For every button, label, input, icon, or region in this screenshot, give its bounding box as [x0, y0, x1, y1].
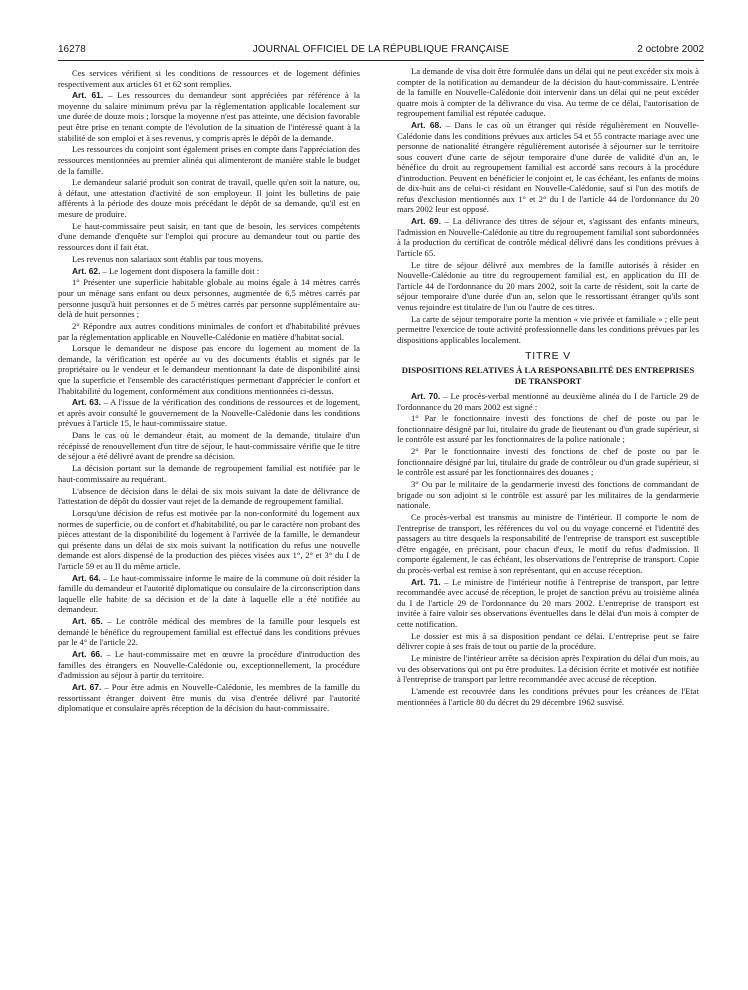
paragraph-text: – La délivrance des titres de séjour et, s'agissant des enfants mineurs, l'admission en Nouvelle-Calédonie au titre du regroupement familial sont subordonnées à la production du certificat de contrôle médical délivré dans les conditions prévues à l'article 65.	[397, 216, 700, 258]
article-paragraph	[58, 649, 360, 681]
article-paragraph	[397, 120, 699, 215]
paragraph	[397, 686, 699, 707]
paragraph	[58, 254, 360, 265]
paragraph	[397, 413, 699, 445]
paragraph	[58, 486, 360, 507]
article-label: Art. 62.	[72, 265, 101, 276]
paragraph	[58, 463, 360, 484]
paragraph	[397, 512, 699, 575]
article-paragraph	[58, 90, 360, 143]
right-column	[397, 66, 699, 708]
article-paragraph	[58, 266, 360, 277]
article-paragraph	[397, 577, 699, 630]
paragraph-text: Le dossier est mis à sa disposition pendant ce délai. L'entreprise peut se faire délivrer copie à ses frais de tout ou partie de la procédure.	[397, 630, 699, 652]
right-column-top	[397, 66, 699, 345]
page-number: 16278	[58, 44, 86, 55]
dispositions-heading: DISPOSITIONS RELATIVES À LA RESPONSABILITÉ DES ENTREPRISES DE TRANSPORT	[401, 364, 695, 386]
article-label: Art. 67.	[72, 681, 102, 692]
paragraph	[58, 430, 360, 462]
article-label: Art. 64.	[72, 572, 101, 583]
paragraph-text: Le haut-commissaire peut saisir, en tant que de besoin, les services compétents d'une demande d'enquête sur l'emploi qui procure au demandeur tout ou partie des ressources dont il fait état.	[58, 220, 360, 252]
paragraph	[397, 66, 699, 119]
paragraph-text: La demande de visa doit être formulée dans un délai qui ne peut excéder six mois à compter de la notification au demandeur de la décision du haut-commissaire. L'entrée de la famille en Nouvelle-Calédonie doit intervenir dans un délai qui ne peut excéder quatre mois à compter de la délivrance du visa. Au terme de ce délai, l'autorisation de regroupement familial est réputée caduque.	[397, 66, 699, 119]
article-paragraph	[58, 397, 360, 429]
article-label: Art. 71.	[411, 576, 441, 587]
paragraph-text: L'absence de décision dans le délai de six mois suivant la date de délivrance de l'attestation de dépôt du dossier vaut rejet de la demande de regroupement familial.	[58, 485, 360, 507]
paragraph-text: L'amende est recouvrée dans les conditions prévues pour les créances de l'Etat mentionnées à l'article 80 du décret du 29 décembre 1962 susvisé.	[397, 686, 699, 707]
article-paragraph	[58, 573, 360, 615]
paragraph-text: 2° Par le fonctionnaire investi des fonctions de chef de poste ou par le fonctionnaire désigné par lui, titulaire du grade de contrôleur ou d'un grade supérieur, si le contrôle est assuré par les fonctionnaires des douanes ;	[397, 446, 699, 478]
paragraph-text: 2° Répondre aux autres conditions minimales de confort et d'habitabilité prévues par la réglementation applicable en Nouvelle-Calédonie en matière d'habitat social.	[58, 320, 360, 342]
journal-title: JOURNAL OFFICIEL DE LA RÉPUBLIQUE FRANÇAISE	[252, 44, 510, 55]
paragraph-text: Ce procès-verbal est transmis au ministre de l'intérieur. Il comporte le nom de l'entreprise de transport, les références du vol ou du voyage concerné et l'identité des passagers au titre desquels la responsabilité de l'entreprise de transport est susceptible d'être engagée, en précisant, pour chacun d'eux, le motif du refus d'admission. Il comporte également, le cas échéant, les observations de l'entreprise de transport. Copie du procès-verbal est remise à son représentant, qui en accuse réception.	[397, 512, 699, 575]
paragraph	[58, 177, 360, 219]
article-label: Art. 63.	[72, 397, 101, 408]
paragraph	[397, 653, 699, 685]
article-label: Art. 69.	[411, 216, 441, 227]
paragraph-text: 1° Présenter une superficie habitable globale au moins égale à 14 mètres carrés pour un ménage sans enfant ou deux personnes, augmentée de 6,5 mètres carrés par personne jusqu'à huit personnes et de 5 mètres carrés par personne supplémentaire au-delà de huit personnes ;	[58, 277, 360, 320]
article-label: Art. 70.	[411, 390, 441, 401]
paragraph-text: Ces services vérifient si les conditions de ressources et de logement définies respectivement aux articles 61 et 62 sont remplies.	[58, 68, 360, 89]
article-paragraph	[58, 682, 360, 714]
paragraph-text: – Le contrôle médical des membres de la famille pour lesquels est demandé le bénéfice du regroupement familial est effectué dans les conditions prévues par le 4° de l'article 22.	[58, 616, 360, 648]
paragraph-text: – Pour être admis en Nouvelle-Calédonie, les membres de la famille du ressortissant étranger doivent être munis du visa d'entrée délivré par l'autorité diplomatique et consulaire après réception de la décision du haut-commissaire.	[58, 681, 360, 714]
paragraph-text: Le ministre de l'intérieur arrête sa décision après l'expiration du délai d'un mois, au vu des observations qui ont pu être produites. La décision écrite et motivée est notifiée à l'entreprise de transport par lettre recommandée avec accusé de réception.	[397, 653, 699, 685]
right-column-bottom	[397, 391, 699, 707]
paragraph	[397, 479, 699, 511]
left-column	[58, 68, 360, 715]
article-label: Art. 66.	[72, 649, 103, 660]
paragraph-text: – A l'issue de la vérification des conditions de ressources et de logement, et après avoir consulté le gouvernement de la Nouvelle-Calédonie dans les conditions prévues à l'article 15, le haut-commissaire statue.	[58, 397, 360, 429]
paragraph	[58, 144, 360, 176]
paragraph	[397, 260, 699, 313]
paragraph-text: – Le logement dont disposera la famille doit :	[100, 265, 260, 276]
article-paragraph	[58, 616, 360, 648]
paragraph	[58, 508, 360, 571]
paragraph-text: – Dans le cas où un étranger qui réside régulièrement en Nouvelle-Calédonie dans les conditions prévues aux articles 54 et 55 contracte mariage avec une personne de nationalité étrangère régulièrement autorisée à séjourner sur le territoire sous couvert d'une carte de séjour temporaire d'une durée de validité d'un an, le bénéfice du droit au regroupement familial est accordé sans recours à la procédure d'introduction. Peuvent en bénéficier le conjoint et, le cas échéant, les enfants de moins de dix-huit ans de celui-ci résidant en Nouvelle-Calédonie, sauf si l'un des motifs de refus d'exclusion mentionnés aux 1° et 2° du I de l'article 44 de l'ordonnance du 20 mars 2002 leur est opposé.	[397, 120, 699, 215]
paragraph	[58, 277, 360, 319]
article-label: Art. 65.	[72, 616, 103, 627]
paragraph	[58, 321, 360, 342]
page-header	[58, 44, 704, 58]
paragraph-text: Le titre de séjour délivré aux membres de la famille autorisés à résider en Nouvelle-Calédonie au titre du regroupement familial est, en application du III de l'article 44 de l'ordonnance du 20 mars 2002, soit la carte de résident, soit la carte de séjour temporaire d'une durée d'un an, selon que le ressortissant étranger qu'ils sont venus rejoindre est titulaire de l'un ou l'autre de ces titres.	[397, 259, 699, 312]
paragraph-text: Lorsque le demandeur ne dispose pas encore du logement au moment de la demande, la vérification est opérée au vu des documents établis et signés par le propriétaire ou le vendeur et le demandeur mentionnant la date de disponibilité ainsi que la superficie et l'ensemble des caractéristiques permettant d'apprécier le confort et l'habitabilité du logement, conformément aux conditions mentionnées ci-dessus.	[58, 343, 360, 396]
paragraph-text: – Le procès-verbal mentionné au deuxième alinéa du I de l'article 29 de l'ordonnance du 20 mars 2002 est signé :	[397, 390, 699, 412]
paragraph	[397, 446, 699, 478]
paragraph-text: Les revenus non salariaux sont établis par tous moyens.	[72, 253, 264, 264]
paragraph	[397, 314, 699, 346]
titre-heading: TITRE V	[525, 350, 571, 363]
paragraph	[58, 68, 360, 89]
publication-date: 2 octobre 2002	[637, 44, 704, 55]
paragraph-text: – Le haut-commissaire met en œuvre la procédure d'introduction des familles des étrangers en Nouvelle-Calédonie ou, exceptionnellement, la procédure d'admission au séjour à partir du territoire.	[58, 649, 360, 681]
paragraph	[58, 221, 360, 253]
paragraph-text: Les ressources du conjoint sont également prises en compte dans l'appréciation des ressources mentionnées au premier alinéa qui alimenteront de manière stable le budget de la famille.	[58, 144, 360, 176]
paragraph	[58, 343, 360, 396]
paragraph-text: Lorsqu'une décision de refus est motivée par la non-conformité du logement aux normes de superficie, ou de confort et d'habitabilité, ou par le caractère non probant des pièces attestant de la disponibilité du logement à l'arrivée de la famille, le demandeur qui présente dans un délai de six mois suivant la notification du refus une nouvelle demande est alors dispensé de la production des pièces visées aux 1°, 2° et 3° du I de l'article 59 et au II du même article.	[58, 508, 360, 571]
paragraph-text: 3° Ou par le militaire de la gendarmerie investi des fonctions de commandant de brigade ou son adjoint si le contrôle est assuré par les militaires de la gendarmerie nationale.	[397, 479, 699, 511]
article-paragraph	[397, 216, 699, 258]
paragraph-text: La carte de séjour temporaire porte la mention « vie privée et familiale » ; elle peut permettre l'exercice de toute activité professionnelle dans les conditions prévues par les dispositions applicables localement.	[397, 313, 699, 345]
paragraph-text: – Le haut-commissaire informe le maire de la commune où doit résider la famille du demandeur et l'autorité diplomatique ou consulaire de la circonscription dans laquelle elle habite de sa décision et de la date à laquelle elle a été notifiée au demandeur.	[58, 572, 360, 615]
paragraph-text: – Le ministre de l'intérieur notifie à l'entreprise de transport, par lettre recommandée avec accusé de réception, le projet de sanction prévu au troisième alinéa du I de l'article 29 de l'ordonnance du 20 mars 2002. L'entreprise de transport est invitée à faire valoir ses observations éventuelles dans le délai d'un mois à compter de cette notification.	[397, 576, 699, 629]
article-paragraph	[397, 391, 699, 412]
paragraph-text: Dans le cas où le demandeur était, au moment de la demande, titulaire d'un récépissé de renouvellement d'un titre de séjour, le haut-commissaire vérifie que le titre de séjour a été délivré avant de prendre sa décision.	[58, 430, 360, 462]
article-label: Art. 68.	[411, 120, 442, 131]
article-label: Art. 61.	[72, 90, 104, 101]
paragraph-text: 1° Par le fonctionnaire investi des fonctions de chef de poste ou par le fonctionnaire désigné par lui, titulaire du grade de lieutenant ou d'un grade supérieur, si le contrôle est assuré par les fonctionnaires de la police nationale ;	[397, 413, 699, 445]
header-rule	[58, 60, 704, 61]
paragraph-text: Le demandeur salarié produit son contrat de travail, quelle qu'en soit la nature, ou, à défaut, une attestation d'activité de son employeur. Il joint les bulletins de paie afférents à la période des douze mois précédant le dépôt de sa demande, qu'il est en mesure de produire.	[58, 177, 360, 219]
paragraph-text: La décision portant sur la demande de regroupement familial est notifiée par le haut-commissaire au requérant.	[58, 463, 360, 484]
paragraph-text: – Les ressources du demandeur sont appréciées par référence à la moyenne du salaire minimum prévu par la réglementation applicable localement sur une durée de douze mois ; lorsque la moyenne n'est pas atteinte, une décision favorable peut être prise en tenant compte de l'évolution de la situation de l'intéressé quant à la stabilité de son emploi et à ses revenus, y compris après le dépôt de la demande.	[58, 90, 360, 143]
paragraph	[397, 631, 699, 652]
